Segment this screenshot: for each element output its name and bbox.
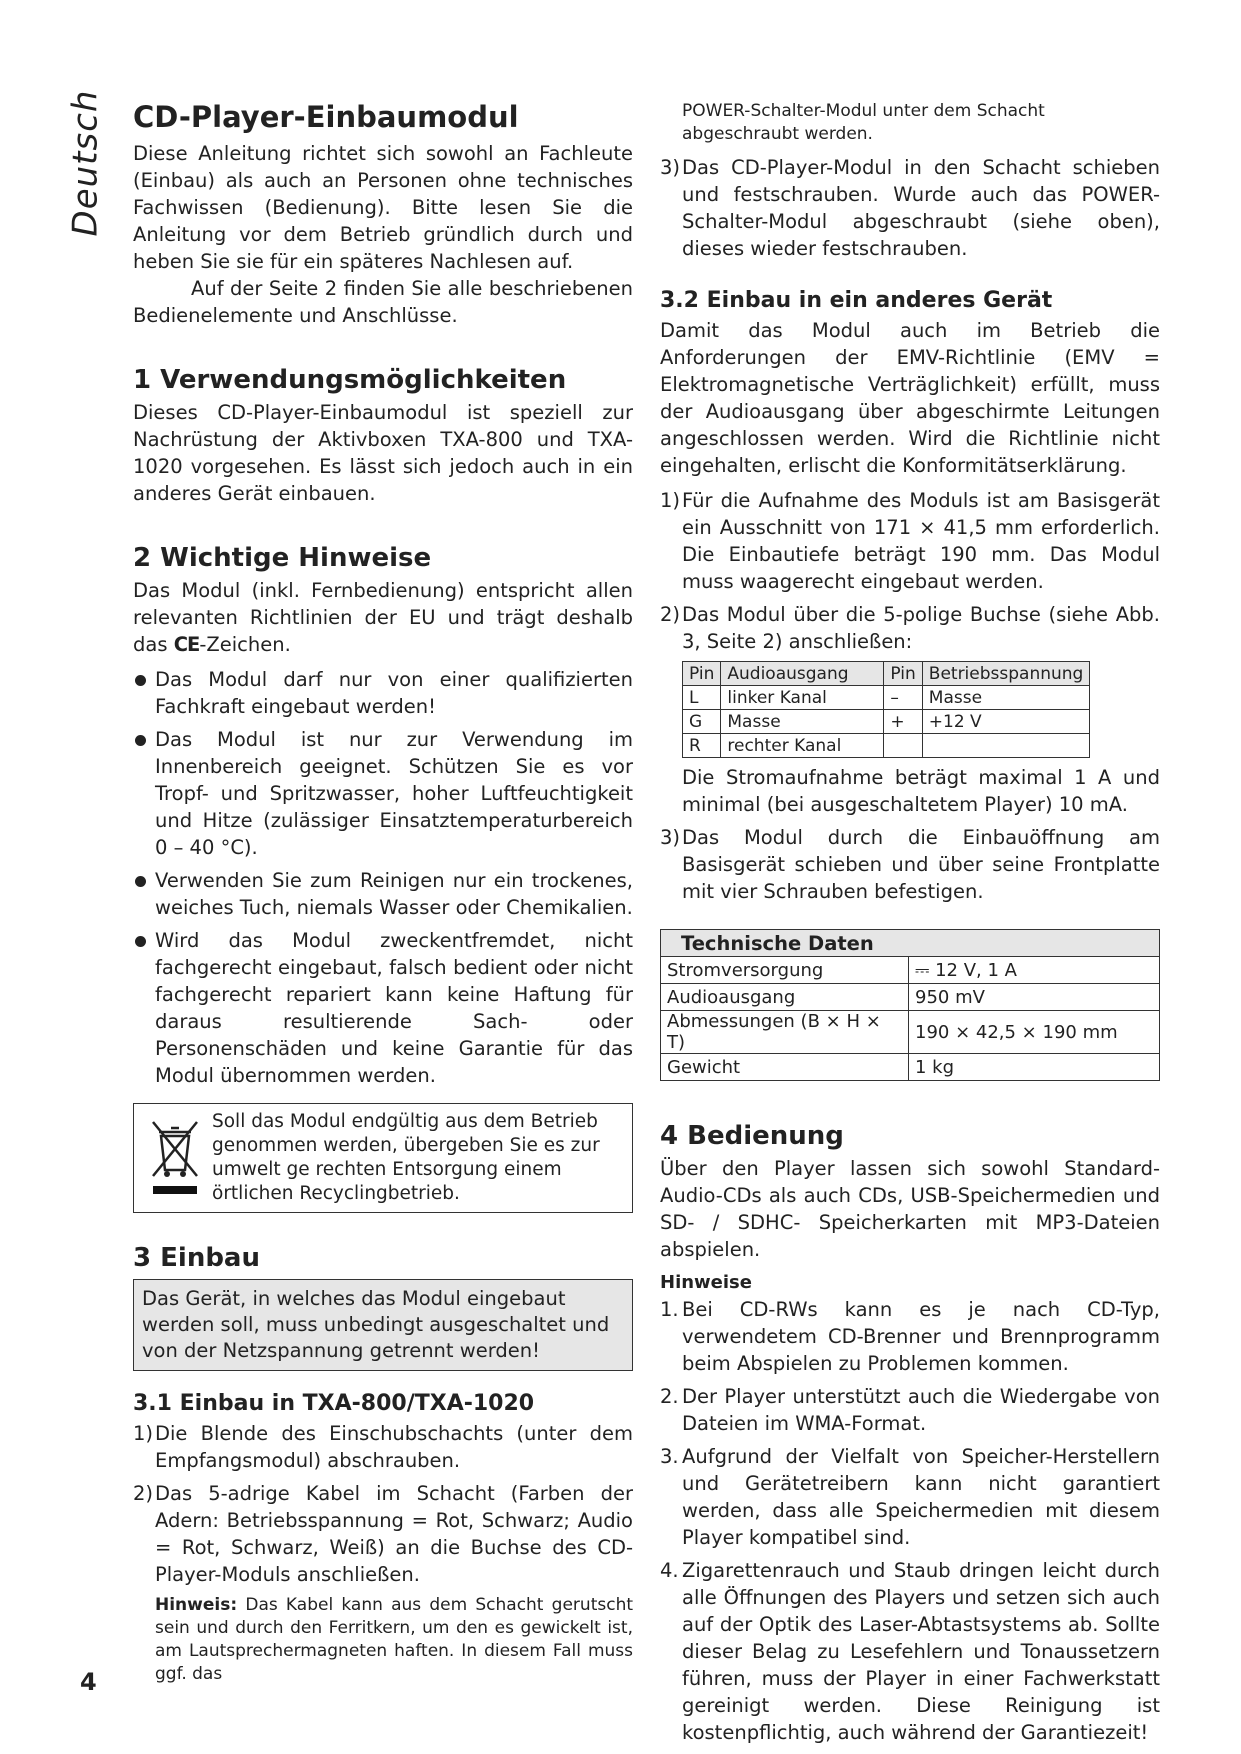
list-item: [660, 487, 1160, 595]
section-3-2-heading: 3.2 Einbau in ein anderes Gerät: [660, 288, 1053, 313]
section-3-1-steps: [133, 1420, 633, 1588]
step-number: 1): [660, 489, 681, 512]
step-text: Für die Aufnahme des Moduls ist am Basisgerät ein Ausschnitt von 171 × 41,5 mm erforderlich. Die Einbautiefe beträgt 190 mm. Das Modul muss waagerecht eingebaut werden.: [682, 489, 1160, 593]
bullet-icon: [135, 675, 146, 686]
list-item: [660, 1383, 1160, 1437]
pin-header-2: Pin: [884, 662, 922, 686]
language-label: Deutsch: [65, 89, 105, 237]
table-cell: linker Kanal: [721, 686, 884, 710]
section-2-text: [133, 577, 633, 658]
note-label: Hinweis:: [155, 1595, 238, 1615]
power-consumption-text: Die Stromaufnahme beträgt maximal 1 A und minimal (bei ausgeschaltetem Player) 10 mA.: [682, 766, 1160, 816]
bullet-text: Wird das Modul zweckentfremdet, nicht fachgerecht eingebaut, falsch bedient oder nicht fachgerecht repariert kann keine Haftung für daraus resultierende Sach- oder Personenschäden und keine Garantie für das Modul übernommen werden.: [155, 929, 633, 1087]
table-row: [661, 1054, 1160, 1081]
step-text: Die Blende des Einschubschachts (unter dem Empfangsmodul) abschrauben.: [155, 1422, 633, 1472]
table-row: [683, 686, 1090, 710]
disposal-notice: [133, 1103, 633, 1213]
continued-note: POWER-Schalter-Modul unter dem Schacht abgeschraubt werden.: [682, 101, 1045, 144]
pin-table: [682, 661, 1090, 758]
table-row: [683, 710, 1090, 734]
list-item: [660, 1296, 1160, 1377]
note-text: Das Kabel kann aus dem Schacht gerutscht sein und durch den Ferritkern, um den es gewickelt ist, am Lautsprechermagneten haften. In diesem Fall muss ggf. das: [155, 1595, 634, 1684]
list-item: [133, 726, 633, 861]
left-column: [133, 100, 633, 1686]
list-item: [660, 824, 1160, 905]
table-row: [661, 984, 1160, 1011]
warning-box: Das Gerät, in welches das Modul eingebaut werden soll, muss unbedingt ausgeschaltet und von der Netzspannung getrennt werden!: [133, 1279, 633, 1371]
tech-data-title: Technische Daten: [661, 930, 1160, 957]
hints-list: [660, 1296, 1160, 1746]
step-text: Das CD-Player-Modul in den Schacht schieben und festschrauben. Wurde auch das POWER-Schalter-Modul abgeschraubt (siehe oben), dieses wieder festschrauben.: [682, 156, 1160, 260]
table-cell: Masse: [721, 710, 884, 734]
list-item: [660, 154, 1160, 262]
table-cell: 190 × 42,5 × 190 mm: [909, 1011, 1160, 1054]
language-side-tab: [60, 88, 110, 238]
list-item: [660, 1443, 1160, 1551]
table-cell: Masse: [922, 686, 1090, 710]
table-cell: [884, 734, 922, 758]
hint-text: Aufgrund der Vielfalt von Speicher-Herstellern und Gerätetreibern kann nicht garantiert werden, dass alle Speichermedien mit diesem Player kompatibel sind.: [682, 1445, 1160, 1549]
section-3-2-steps: [660, 487, 1160, 655]
list-item: [133, 927, 633, 1089]
table-cell: +12 V: [922, 710, 1090, 734]
table-cell: R: [683, 734, 721, 758]
section-2-bullets: [133, 666, 633, 1089]
section-3-1-steps-cont: [660, 154, 1160, 262]
section-3-2-steps-cont: [660, 824, 1160, 905]
step-number: 3): [660, 156, 681, 179]
page-title: CD-Player-Einbaumodul: [133, 100, 519, 134]
bullet-text: Verwenden Sie zum Reinigen nur ein trockenes, weiches Tuch, niemals Wasser oder Chemikalien.: [155, 869, 633, 919]
intro-paragraph: Diese Anleitung richtet sich sowohl an Fachleute (Einbau) als auch an Personen ohne technisches Fachwissen (Bedienung). Bitte lesen Sie die Anleitung vor dem Betrieb gründlich durch und heben Sie sie für ein späteres Nachlesen auf.: [133, 142, 633, 273]
pin-header: Pin: [683, 662, 721, 686]
ce-mark-icon: CE: [173, 633, 200, 656]
section-3-1-heading: 3.1 Einbau in TXA-800/TXA-1020: [133, 1391, 535, 1416]
hints-heading: Hinweise: [660, 1272, 752, 1293]
table-cell: 1 kg: [909, 1054, 1160, 1081]
section-4-text: Über den Player lassen sich sowohl Standard-Audio-CDs als auch CDs, USB-Speichermedien und SD- / SDHC- Speicherkarten mit MP3-Dateien abspielen.: [660, 1157, 1160, 1261]
section-2-text-end: -Zeichen.: [199, 633, 291, 656]
step-number: 3): [660, 826, 681, 849]
tech-data-table: [660, 929, 1160, 1081]
table-cell: –: [884, 686, 922, 710]
table-cell: Gewicht: [661, 1054, 909, 1081]
table-row: [661, 1011, 1160, 1054]
hint-number: 2.: [660, 1385, 679, 1408]
crossed-bin-icon: [138, 1110, 212, 1206]
bullet-icon: [135, 876, 146, 887]
hint-text: Der Player unterstützt auch die Wiedergabe von Dateien im WMA-Format.: [682, 1385, 1160, 1435]
table-cell: Stromversorgung: [661, 957, 909, 984]
list-item: [660, 601, 1160, 655]
step-text: Das 5-adrige Kabel im Schacht (Farben der Adern: Betriebsspannung = Rot, Schwarz; Audio = Rot, Schwarz, Weiß) an die Buchse des CD-Player-Moduls anschließen.: [155, 1482, 633, 1586]
step-number: 2): [660, 603, 681, 626]
list-item: [133, 1420, 633, 1474]
section-2-text-main: Das Modul (inkl. Fernbedienung) entspricht allen relevanten Richtlinien der EU und trägt deshalb das: [133, 579, 633, 656]
section-3-2-text: Damit das Modul auch im Betrieb die Anforderungen der EMV-Richtlinie (EMV = Elektromagnetische Verträglichkeit) erfüllt, muss der Audioausgang über abgeschirmte Leitungen angeschlossen werden. Wird die Richtlinie nicht eingehalten, erlischt die Konformitätserklärung.: [660, 319, 1160, 477]
section-1-text: Dieses CD-Player-Einbaumodul ist speziell zur Nachrüstung der Aktivboxen TXA-800 und TXA-1020 vorgesehen. Es lässt sich jedoch auch in ein anderes Gerät einbauen.: [133, 401, 633, 505]
table-row: [661, 930, 1160, 957]
table-row: [683, 662, 1090, 686]
list-item: [133, 666, 633, 720]
table-cell: Abmessungen (B × H × T): [661, 1011, 909, 1054]
step-number: 1): [133, 1422, 154, 1445]
step-number: 2): [133, 1482, 154, 1505]
table-cell: ⎓ 12 V, 1 A: [909, 957, 1160, 984]
section-4-heading: 4 Bedienung: [660, 1121, 844, 1151]
step-text: Das Modul über die 5-polige Buchse (siehe Abb. 3, Seite 2) anschließen:: [682, 603, 1160, 653]
bullet-text: Das Modul darf nur von einer qualifizierten Fachkraft eingebaut werden!: [155, 668, 633, 718]
table-cell: G: [683, 710, 721, 734]
list-item: [133, 1480, 633, 1588]
list-item: [660, 1557, 1160, 1746]
table-cell: [922, 734, 1090, 758]
page-number: 4: [80, 1668, 97, 1696]
audio-header: Audioausgang: [721, 662, 884, 686]
disposal-text: Soll das Modul endgültig aus dem Betrieb genommen werden, übergeben Sie es zur umwelt ge rechten Entsorgung einem örtlichen Recyclingbetrieb.: [212, 1111, 600, 1204]
section-3-1-note: [133, 1594, 633, 1686]
hint-number: 4.: [660, 1559, 679, 1582]
table-cell: Audioausgang: [661, 984, 909, 1011]
hint-number: 3.: [660, 1445, 679, 1468]
right-column: [660, 100, 1160, 1752]
section-3-heading: 3 Einbau: [133, 1243, 260, 1273]
bullet-text: Das Modul ist nur zur Verwendung im Innenbereich geeignet. Schützen Sie es vor Tropf- und Spritzwasser, hoher Luftfeuchtigkeit und Hitze (zulässiger Einsatztemperaturbereich 0 – 40 °C).: [155, 728, 633, 859]
table-row: [661, 957, 1160, 984]
table-cell: +: [884, 710, 922, 734]
power-header: Betriebsspannung: [922, 662, 1090, 686]
hint-number: 1.: [660, 1298, 679, 1321]
bullet-icon: [135, 936, 146, 947]
intro-paragraph-2: Auf der Seite 2 finden Sie alle beschriebenen Bedienelemente und Anschlüsse.: [133, 277, 633, 327]
table-cell: 950 mV: [909, 984, 1160, 1011]
hint-text: Zigarettenrauch und Staub dringen leicht durch alle Öffnungen des Players und setzen sich auch auf der Optik des Laser-Abtastsystems ab. Sollte dieser Belag zu Lesefehlern und Tonaussetzern führen, muss der Player in einer Fachwerkstatt gereinigt werden. Diese Reinigung ist kostenpflichtig, auch während der Garantiezeit!: [682, 1559, 1160, 1744]
section-1-heading: 1 Verwendungsmöglichkeiten: [133, 365, 567, 395]
section-2-heading: 2 Wichtige Hinweise: [133, 543, 432, 573]
table-row: [683, 734, 1090, 758]
list-item: [133, 867, 633, 921]
table-cell: rechter Kanal: [721, 734, 884, 758]
hint-text: Bei CD-RWs kann es je nach CD-Typ, verwendetem CD-Brenner und Brennprogramm beim Abspielen zu Problemen kommen.: [682, 1298, 1160, 1375]
bullet-icon: [135, 735, 146, 746]
table-cell: L: [683, 686, 721, 710]
step-text: Das Modul durch die Einbauöffnung am Basisgerät schieben und über seine Frontplatte mit vier Schrauben befestigen.: [682, 826, 1160, 903]
